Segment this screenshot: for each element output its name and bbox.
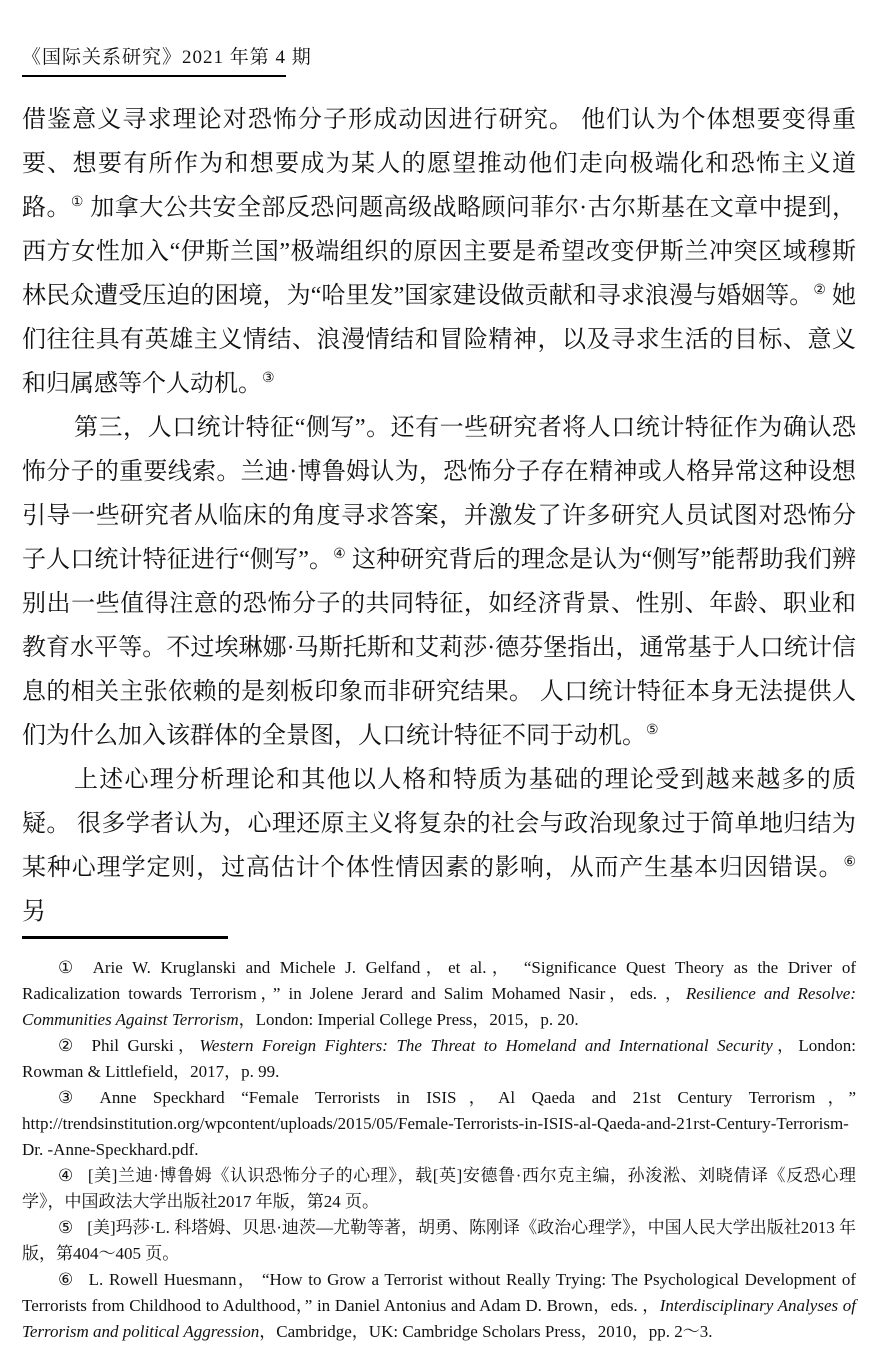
footnote-ref: ②	[813, 283, 826, 298]
footnote-text	[22, 1036, 856, 1081]
text-segment: [美]兰迪·博鲁姆《认识恐怖分子的心理》，载[英]安德鲁·西尔克主编，孙浚淞、刘晓倩译《反恐心理学》，中国政法大学出版社2017 年版，第24 页。	[22, 1166, 856, 1211]
footnote-marker: ①	[58, 958, 79, 977]
text-segment: 上述心理分析理论和其他以人格和特质为基础的理论受到越来越多的质疑。 很多学者认为，心理还原主义将复杂的社会与政治现象过于简单地归结为某种心理学定则，过高估计个体性情因素的影响，从而产生基本归因错误。	[22, 767, 856, 881]
text-segment: Phil Gurski，	[91, 1036, 200, 1055]
text-segment: ，Cambridge，UK: Cambridge Scholars Press，2010，pp. 2～3.	[259, 1322, 713, 1341]
body-paragraph-2	[22, 406, 856, 758]
footnote-marker: ④	[58, 1166, 74, 1185]
text-segment: 她们往往具有英雄主义情结、浪漫情结和冒险精神，以及寻求生活的目标、意义和归属感等个人动机。	[22, 283, 856, 397]
footnote-ref: ①	[70, 195, 84, 210]
footnote-marker: ③	[58, 1088, 86, 1107]
text-segment: 加拿大公共安全部反恐问题高级战略顾问菲尔·古尔斯基在文章中提到，西方女性加入“伊斯兰国”极端组织的原因主要是希望改变伊斯兰冲突区域穆斯林民众遭受压迫的困境，为“哈里发”国家建设做贡献和寻求浪漫与婚姻等。	[22, 195, 856, 309]
body-paragraph-1	[22, 98, 856, 406]
footnote-text	[22, 1218, 856, 1263]
footnote-1	[22, 955, 856, 1033]
journal-header	[22, 42, 312, 77]
body-paragraph-3	[22, 758, 856, 934]
footnote-ref: ⑤	[646, 723, 659, 738]
footnote-2	[22, 1033, 856, 1085]
text-segment: 借鉴意义寻求理论对恐怖分子形成动因进行研究。 他们认为个体想要变得重要、想要有所作为和想要成为某人的愿望推动他们走向极端化和恐怖主义道路。	[22, 107, 856, 221]
footnote-3	[22, 1085, 856, 1163]
footnote-6	[22, 1267, 856, 1345]
footnote-marker: ⑤	[58, 1218, 74, 1237]
footnotes-section	[22, 936, 856, 1345]
footnote-5	[22, 1215, 856, 1267]
text-segment: 第三，人口统计特征“侧写”。还有一些研究者将人口统计特征作为确认恐怖分子的重要线索。兰迪·博鲁姆认为，恐怖分子存在精神或人格异常这种设想引导一些研究者从临床的角度寻求答案，并激发了许多研究人员试图对恐怖分子人口统计特征进行“侧写”。	[22, 415, 856, 573]
text-segment: Arie W. Kruglanski and Michele J. Gelfand，et al.， “Significance Quest Theory as the Driver of Radicalization towards Terrorism，” in Jolene Jerard and Salim Mohamed Nasir，eds. ，	[22, 958, 856, 1003]
text-segment: Anne Speckhard “Female Terrorists in ISIS，Al Qaeda and 21st Century Terrorism，” http://trendsinstitution.org/wpcontent/uploads/2015/05/Female-Terrorists-in-ISIS-al-Qaeda-and-21rst-Century-Terrorism-Dr. -Anne-Speckhard.pdf.	[22, 1088, 856, 1159]
text-segment: ，London: Rowman & Littlefield，2017，p. 99.	[22, 1036, 857, 1081]
text-segment: 这种研究背后的理念是认为“侧写”能帮助我们辨别出一些值得注意的恐怖分子的共同特征，如经济背景、性别、年龄、职业和教育水平等。不过埃琳娜·马斯托斯和艾莉莎·德芬堡指出，通常基于人口统计信息的相关主张依赖的是刻板印象而非研究结果。 人口统计特征本身无法提供人们为什么加入该群体的全景图，人口统计特征不同于动机。	[22, 547, 856, 749]
text-segment: ，London: Imperial College Press，2015，p. 20.	[238, 1010, 579, 1029]
footnote-separator	[22, 936, 228, 939]
footnote-text	[22, 1166, 856, 1211]
italic-text-segment: Interdisciplinary Analyses of Terrorism and political Aggression	[22, 1296, 856, 1341]
footnote-text	[22, 958, 856, 1029]
text-segment: L. Rowell Huesmann， “How to Grow a Terrorist without Really Trying: The Psychological Development of Terrorists from Childhood to Adulthood，” in Daniel Antonius and Adam D. Brown，eds. ，	[22, 1270, 856, 1315]
footnote-text	[22, 1270, 856, 1341]
footnote-text	[22, 1088, 856, 1159]
text-segment: 另	[22, 899, 46, 925]
footnote-ref: ④	[333, 547, 346, 562]
footnote-ref: ⑥	[843, 855, 856, 870]
footnote-4	[22, 1163, 856, 1215]
italic-text-segment: Resilience and Resolve: Communities Against Terrorism	[22, 984, 857, 1029]
italic-text-segment: Western Foreign Fighters: The Threat to Homeland and International Security	[199, 1036, 773, 1055]
journal-title: 《国际关系研究》2021 年第 4 期	[22, 47, 312, 68]
header-rule	[22, 75, 286, 77]
article-body	[22, 98, 856, 934]
footnote-marker: ⑥	[58, 1270, 75, 1289]
footnote-marker: ②	[58, 1036, 78, 1055]
text-segment: [美]玛莎·L. 科塔姆、贝思·迪茨—尤勒等著，胡勇、陈刚译《政治心理学》，中国人民大学出版社2013 年版，第404～405 页。	[22, 1218, 857, 1263]
footnote-ref: ③	[262, 371, 275, 386]
